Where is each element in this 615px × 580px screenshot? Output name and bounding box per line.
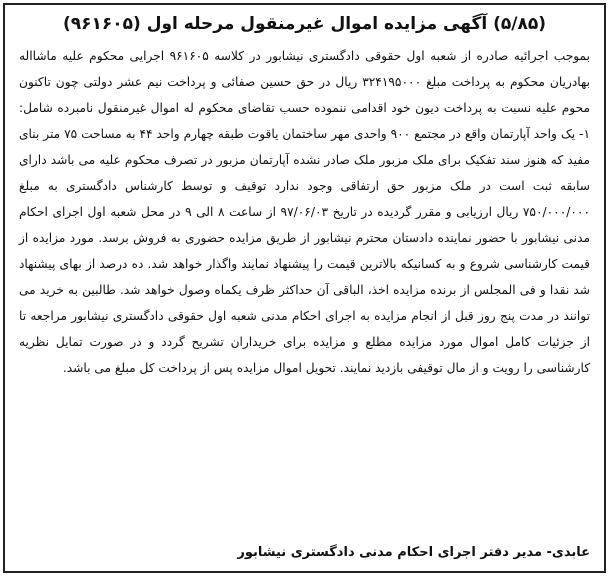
auction-notice bbox=[3, 3, 606, 573]
notice-title: (۵/۸۵) آگهی مزایده اموال غیرمنقول مرحله اول (۹۶۱۶۰۵) bbox=[62, 14, 546, 34]
notice-signature: عابدی- مدیر دفتر اجرای احکام مدنی دادگستری نیشابور bbox=[237, 545, 590, 560]
notice-body: بموجب اجرائیه صادره از شعبه اول حقوقی دادگستری نیشابور در کلاسه ۹۶۱۶۰۵ اجرایی محکوم علیه ماشااله بهادریان محکوم به پرداخت مبلغ ۳۲۴۱۹۵۰۰۰ ریال در حق حسین صفائی و پرداخت نیم عشر دولتی چون تاکنون محوم علیه نسبت به پرداخت دیون خود اقدامی ننموده حسب تقاضای محکوم له اموال غیرمنقول نامبرده شامل: ۱- یک واحد آپارتمان واقع در مجتمع ۹۰۰ واحدی مهر ساختمان یاقوت طبقه چهارم واحد ۴۴ به مساحت ۷۵ متر بنای مفید که هنوز سند تفکیک برای ملک مزبور ملک صادر نشده آپارتمان مزبور در تصرف محکوم علیه می باشد دارای سابقه ثبت است در ملک مزبور حق ارتفاقی وجود ندارد توقیف و توسط کارشناس دادگستری به مبلغ ۷۵۰/۰۰۰/۰۰۰ ریال ارزیابی و مقرر گردیده در تاریخ ۹۷/۰۶/۰۳ از ساعت ۸ الی ۹ در محل شعبه اول اجرای احکام مدنی نیشابور با حضور نماینده دادستان محترم نیشابور از طریق مزایده حضوری به فروش برسد. مورد مزایده از قیمت کارشناسی شروع و به کسانیکه بالاترین قیمت را پیشنهاد نمایند واگذار خواهد شد. ده درصد از بهای پیشنهاد شد نقدا و فی المجلس از برنده مزایده اخذ، الباقی آن حداکثر ظرف یکماه وصول خواهد شد. طالبین به خرید می توانند در مدت پنج روز قبل از انجام مزایده به اجرای احکام مدنی شعبه اول حقوقی دادگستری نیشابور مراجعه تا از جزئیات کامل اموال مورد مزایده مطلع و مزایده برای خریداران تشریح گردد و در صورت تمایل نظریه کارشناسی را رویت و از مال توقیفی بازدید نمایند. تحویل اموال مزایده پس از پرداخت کل مبلغ می باشد. bbox=[19, 49, 591, 375]
